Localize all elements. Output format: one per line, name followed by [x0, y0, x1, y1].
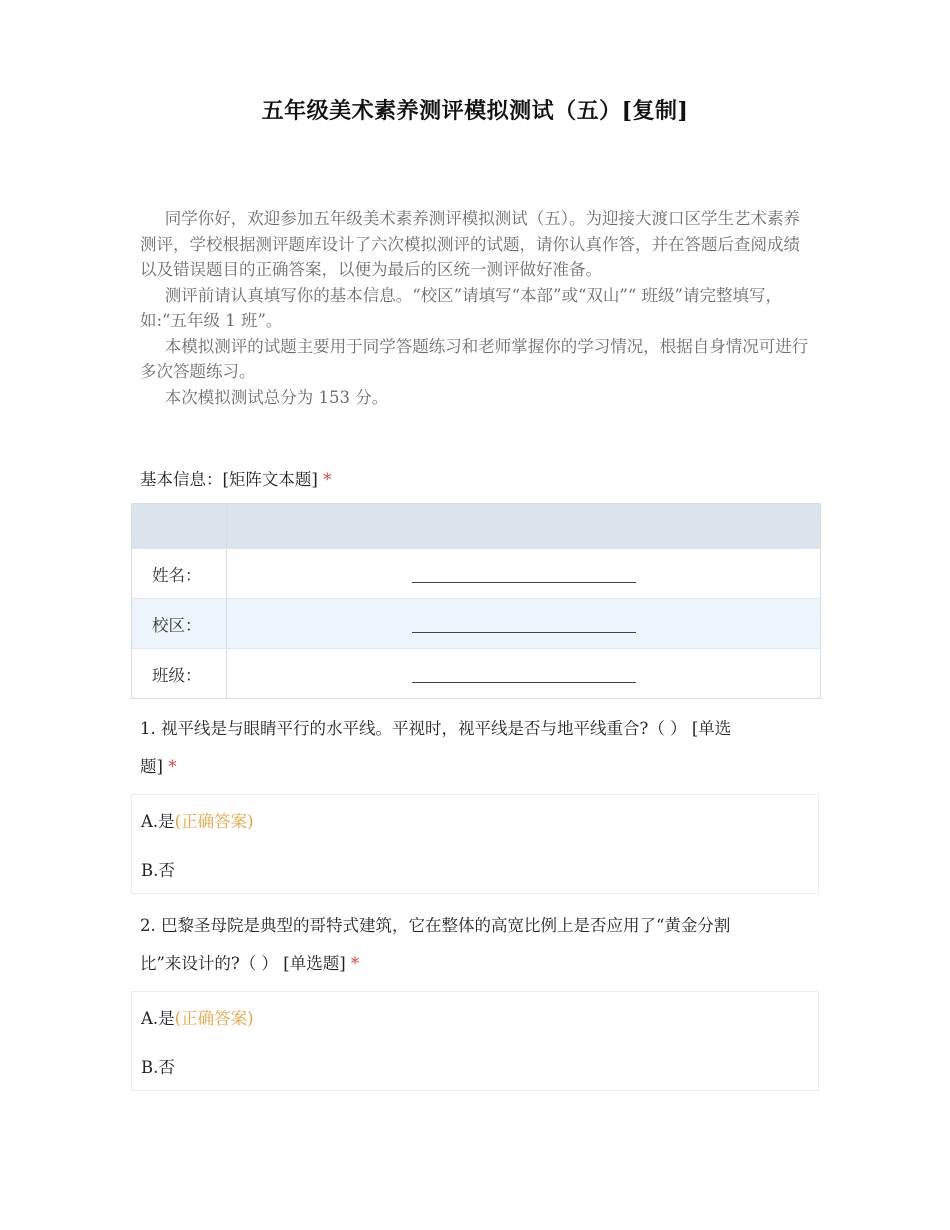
- basic-info-matrix: [131, 503, 821, 699]
- row-label: 姓名：: [132, 549, 227, 598]
- class-input[interactable]: [412, 664, 636, 683]
- matrix-header: [132, 504, 820, 548]
- row-cell: [227, 649, 820, 698]
- row-label: 班级：: [132, 649, 227, 698]
- question-text: 1. 视平线是与眼睛平行的水平线。平视时，视平线是否与地平线重合?（ ） [单选: [140, 719, 732, 738]
- basic-info-label: 基本信息：[矩阵文本题] *: [140, 470, 332, 489]
- question-text: 2. 巴黎圣母院是典型的哥特式建筑，它在整体的高宽比例上是否应用了“黄金分割: [140, 916, 731, 935]
- option-a[interactable]: A.是 (正确答案): [132, 795, 818, 844]
- required-mark: *: [168, 757, 177, 776]
- matrix-row-name: [132, 548, 820, 598]
- intro-paragraph: 本次模拟测试总分为 153 分。: [164, 387, 389, 407]
- row-cell: [227, 599, 820, 648]
- question-text-cont: 题] *: [140, 757, 177, 776]
- row-label: 校区：: [132, 599, 227, 648]
- name-input[interactable]: [412, 564, 636, 583]
- question-1-options: [131, 794, 819, 894]
- matrix-header-cell: [227, 504, 820, 548]
- question-2: [140, 907, 810, 983]
- campus-input[interactable]: [412, 614, 636, 633]
- correct-answer-tag: (正确答案): [174, 811, 254, 831]
- correct-answer-tag: (正确答案): [174, 1008, 254, 1028]
- question-2-options: [131, 991, 819, 1091]
- matrix-row-class: [132, 648, 820, 698]
- question-text-cont: 比”来设计的?（ ） [单选题] *: [140, 954, 360, 973]
- question-1: [140, 710, 810, 786]
- row-cell: [227, 549, 820, 598]
- intro-text: [140, 206, 810, 410]
- intro-paragraph: 测评前请认真填写你的基本信息。“校区”请填写“本部”或“双山”“ 班级”请完整填写，如:“五年级 1 班”。: [140, 285, 782, 330]
- option-a[interactable]: A.是 (正确答案): [132, 992, 818, 1041]
- page-title: 五年级美术素养测评模拟测试（五）[复制]: [261, 98, 689, 124]
- option-b[interactable]: B.否: [141, 1057, 175, 1077]
- intro-paragraph: 本模拟测评的试题主要用于同学答题练习和老师掌握你的学习情况，根据自身情况可进行多次答题练习。: [140, 336, 809, 381]
- option-b[interactable]: B.否: [141, 860, 175, 880]
- required-mark: *: [350, 954, 360, 973]
- matrix-row-campus: [132, 598, 820, 648]
- required-mark: *: [323, 470, 332, 489]
- matrix-header-cell: [132, 504, 227, 548]
- intro-paragraph: 同学你好，欢迎参加五年级美术素养测评模拟测试（五）。为迎接大渡口区学生艺术素养测评，学校根据测评题库设计了六次模拟测评的试题，请你认真作答，并在答题后查阅成绩以及错误题目的正确答案，以便为最后的区统一测评做好准备。: [140, 209, 800, 279]
